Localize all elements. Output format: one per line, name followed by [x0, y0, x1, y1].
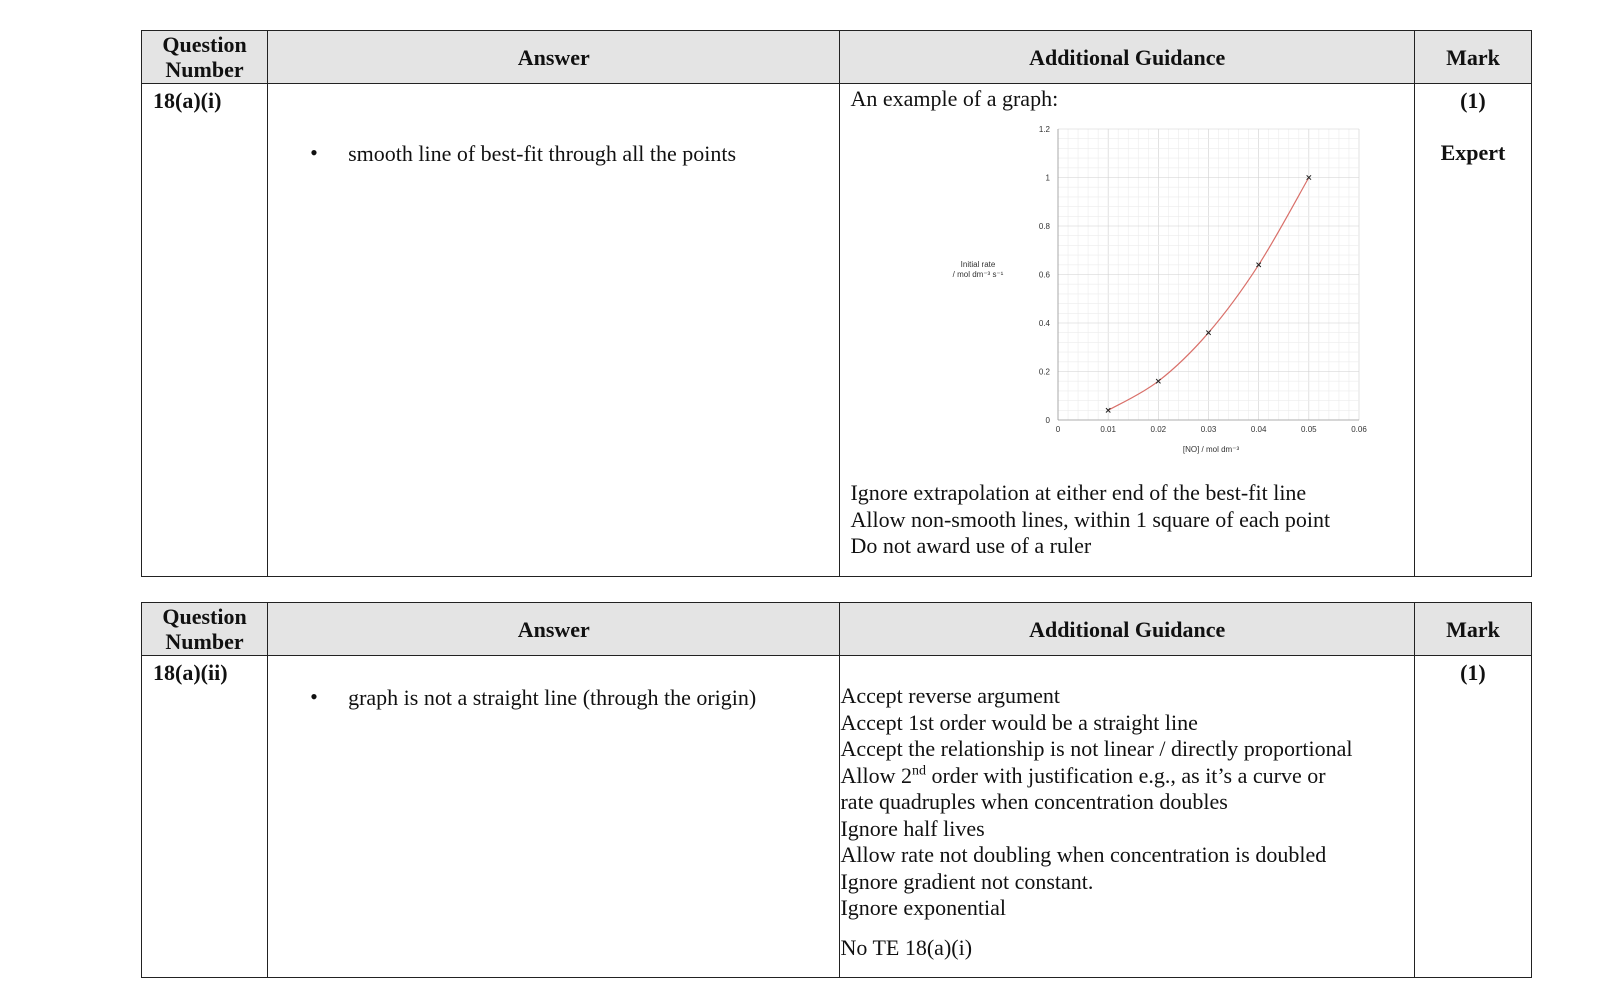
y-axis-label-line1: Initial rate	[961, 260, 996, 269]
guidance-line: Allow rate not doubling when concentration is doubled	[840, 842, 1327, 867]
mark-cell	[1414, 656, 1531, 978]
guidance-line: Ignore half lives	[840, 815, 985, 841]
x-tick-label: 0.02	[1151, 425, 1167, 434]
answer-text: smooth line of best-fit through all the points	[348, 141, 737, 166]
question-number: 18(a)(ii)	[153, 660, 228, 685]
header-guidance: Additional Guidance	[840, 603, 1414, 656]
guidance-final: No TE 18(a)(i)	[840, 934, 973, 960]
header-mark: Mark	[1414, 603, 1531, 656]
x-tick-label: 0.03	[1201, 425, 1217, 434]
bullet-icon: •	[310, 684, 318, 709]
table-row	[142, 656, 1532, 978]
header-answer: Answer	[268, 603, 840, 656]
question-number: 18(a)(i)	[153, 88, 222, 113]
guidance-line	[840, 763, 1413, 790]
header-row	[142, 603, 1532, 656]
question-cell	[142, 656, 268, 978]
header-question-number: Question Number	[142, 603, 268, 656]
guidance-cell	[840, 656, 1414, 978]
answer-text: graph is not a straight line (through the origin)	[348, 685, 757, 710]
ordinal-suffix: nd	[911, 763, 926, 779]
guidance-line: Accept 1st order would be a straight line	[840, 709, 1198, 735]
guidance-line: Do not award use of a ruler	[850, 533, 1092, 558]
y-tick-label: 0.8	[1039, 222, 1051, 231]
guidance-cell	[840, 84, 1414, 577]
mark-value: (1)	[1460, 660, 1486, 685]
y-axis-label-line2: / mol dm⁻³ s⁻¹	[953, 270, 1004, 279]
x-tick-label: 0.05	[1301, 425, 1318, 434]
markscheme-table-1	[141, 30, 1532, 577]
header-mark: Mark	[1414, 31, 1531, 84]
x-tick-label: 0.04	[1251, 425, 1267, 434]
header-answer: Answer	[268, 31, 840, 84]
guidance-notes	[850, 480, 1330, 560]
y-tick-label: 1	[1046, 173, 1051, 183]
markscheme-table-2	[141, 602, 1532, 978]
table-row	[142, 84, 1532, 577]
rate-graph	[910, 122, 1368, 467]
bullet-icon: •	[310, 140, 318, 165]
y-tick-label: 0	[1046, 416, 1051, 425]
x-tick-label: 0.06	[1351, 425, 1368, 434]
guidance-line: Ignore extrapolation at either end of the best-fit line	[850, 480, 1307, 505]
guidance-line: Accept the relationship is not linear / directly proportional	[840, 736, 1353, 761]
guidance-allow-rest: order with justification e.g., as it’s a curve or	[925, 762, 1326, 788]
mark-cell	[1414, 84, 1531, 577]
guidance-intro: An example of a graph:	[850, 86, 1059, 111]
x-tick-label: 0	[1056, 425, 1061, 434]
header-guidance: Additional Guidance	[840, 31, 1414, 84]
header-row	[142, 31, 1532, 84]
y-tick-label: 0.2	[1039, 367, 1051, 377]
header-question-number: Question Number	[142, 31, 268, 84]
y-tick-label: 1.2	[1039, 125, 1051, 134]
skill-label: Expert	[1440, 140, 1506, 165]
answer-cell	[268, 656, 840, 978]
guidance-line: rate quadruples when concentration doubles	[840, 789, 1228, 814]
mark-value: (1)	[1460, 88, 1486, 113]
guidance-line: Ignore gradient not constant.	[840, 868, 1094, 894]
guidance-notes	[840, 656, 1413, 961]
answer-cell	[268, 84, 840, 577]
x-tick-label: 0.01	[1100, 425, 1117, 434]
x-axis-label: [NO] / mol dm⁻³	[1183, 445, 1240, 454]
guidance-line: Allow non-smooth lines, within 1 square of each point	[850, 506, 1331, 532]
question-cell	[142, 84, 268, 577]
guidance-allow-prefix: Allow 2	[840, 762, 912, 788]
y-tick-label: 0.4	[1039, 319, 1051, 328]
guidance-line: Accept reverse argument	[840, 683, 1060, 708]
y-tick-label: 0.6	[1039, 270, 1051, 280]
guidance-line: Ignore exponential	[840, 895, 1007, 920]
